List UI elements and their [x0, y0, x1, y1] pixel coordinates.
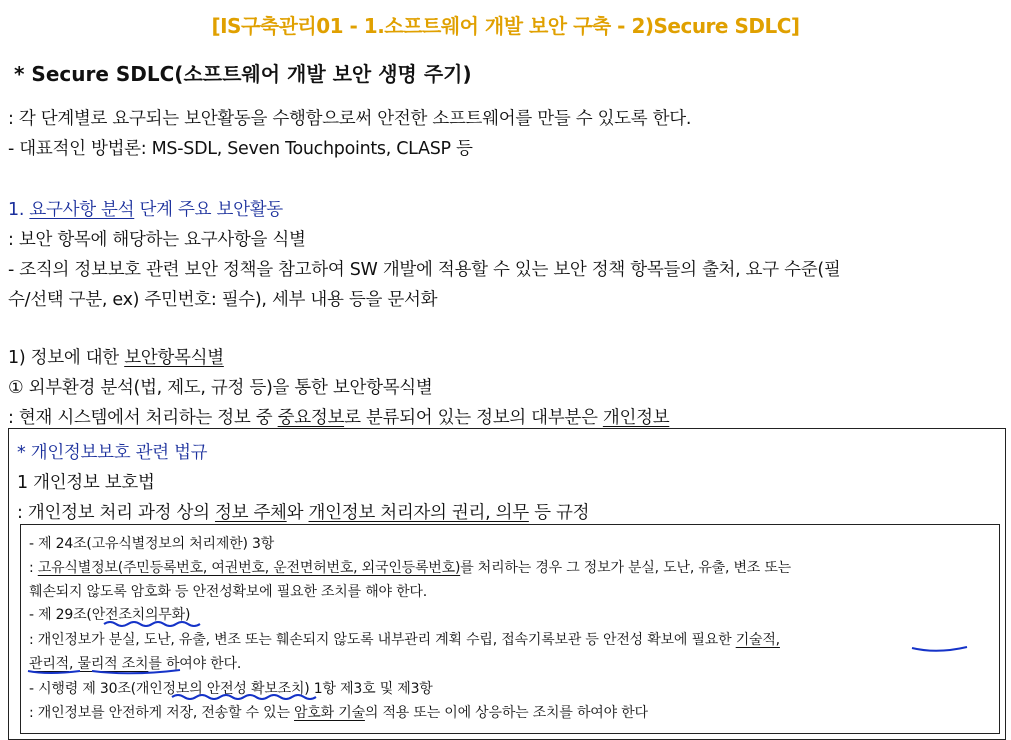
- sub1-underlined: 보안항목식별: [124, 348, 224, 368]
- b3-u1: 관리적: [29, 656, 69, 672]
- law-desc-u2: 개인정보 처리자의 권리, 의무: [308, 503, 529, 523]
- intro-line-2: - 대표적인 방법론: MS-SDL, Seven Touchpoints, CLASP 등: [8, 139, 473, 159]
- c1-post: 보조치) 1항 제3호 및 제3항: [264, 681, 433, 697]
- section1-line-2: - 조직의 정보보호 관련 보안 정책을 참고하여 SW 개발에 적용할 수 있는 보안 정책 항목들의 출처, 요구 수준(필: [8, 260, 841, 280]
- section1-underlined: 요구사항 분석: [29, 200, 135, 220]
- page-title: [IS구축관리01 - 1.소프트웨어 개발 보안 구축 - 2)Secure SDLC]: [211, 14, 800, 38]
- c1-wavy-text: 개인정보의 안전성 확: [135, 681, 265, 697]
- article-24-line-1: [29, 557, 791, 577]
- sub1-c2-u2: 개인정보: [602, 408, 670, 428]
- sub1-c2-mid: 로 분류되어 있는 정보의 대부분은: [344, 408, 603, 428]
- a2-pre: :: [29, 560, 38, 576]
- article-24-title: - 제 24조(고유식별정보의 처리제한) 3항: [29, 536, 275, 552]
- intro-line-1: : 각 단계별로 요구되는 보안활동을 수행함으로써 안전한 소프트웨어를 만들 수 있도록 한다.: [8, 109, 692, 129]
- articles-box: [20, 524, 1000, 734]
- law-name: 1 개인정보 보호법: [17, 473, 155, 493]
- law-desc-pre: : 개인정보 처리 과정 상의: [17, 503, 215, 523]
- sub1-c2-pre: : 현재 시스템에서 처리하는 정보 중: [8, 408, 278, 428]
- c2-underlined: 암호화 기술: [294, 705, 365, 721]
- b2-pre: : 개인정보가 분실, 도난, 유출, 변조 또는 훼손되지 않도록 내부관리 계획 수립, 접속기록보관 등 안전성 확보에 필요한: [29, 632, 736, 648]
- article-29-line-1: [29, 629, 780, 649]
- sub1-pre: 1) 정보에 대한: [8, 348, 125, 368]
- b2-underlined: 기술적,: [735, 632, 780, 648]
- section1-line-1: : 보안 항목에 해당하는 요구사항을 식별: [8, 230, 306, 250]
- section1-title: [8, 196, 283, 221]
- sub1-item-1: ① 외부환경 분석(법, 제도, 규정 등)을 통한 보안항목식별: [8, 378, 433, 398]
- a2-post: 를 처리하는 경우 그 정보가 분실, 도난, 유출, 변조 또는: [460, 560, 792, 576]
- decree-30-line-1: [29, 702, 648, 722]
- a2-underlined: 고유식별정보(주민등록번호, 여권번호, 운전면허번호, 외국인등록번호): [37, 560, 461, 576]
- section1-num: 1.: [8, 200, 30, 220]
- law-desc: [17, 499, 589, 524]
- law-desc-mid: 와: [286, 503, 309, 523]
- article-29-title: [29, 604, 190, 624]
- c2-pre: : 개인정보를 안전하게 저장, 전송할 수 있는: [29, 705, 295, 721]
- law-desc-u1: 정보 주체: [214, 503, 287, 523]
- sub1-c2-u1: 중요정보: [277, 408, 345, 428]
- b1-wavy-text: 안전조치의무: [91, 607, 172, 623]
- article-29-line-2: [29, 653, 241, 673]
- c1-pre: - 시행령 제 30조(: [29, 681, 136, 697]
- b1-post: 화): [171, 607, 191, 623]
- article-24-line-2: 훼손되지 않도록 암호화 등 안전성확보에 필요한 조치를 해야 한다.: [29, 584, 427, 600]
- b3-u2: 물리적 조치: [77, 656, 149, 672]
- law-box-title: * 개인정보보호 관련 법규: [17, 443, 208, 463]
- b3-mid: ,: [68, 656, 78, 672]
- c2-post: 의 적용 또는 이에 상응하는 조치를 하여야 한다: [364, 705, 648, 721]
- b3-post: 를 하여야 한다.: [148, 656, 242, 672]
- section1-rest: 단계 주요 보안활동: [134, 200, 283, 220]
- section-heading: * Secure SDLC(소프트웨어 개발 보안 생명 주기): [14, 62, 472, 86]
- b1-pre: - 제 29조(: [29, 607, 92, 623]
- section1-line-3: 수/선택 구분, ex) 주민번호: 필수), 세부 내용 등을 문서화: [8, 290, 438, 310]
- law-desc-post: 등 규정: [528, 503, 590, 523]
- decree-30-title: [29, 678, 433, 698]
- sub1-title: [8, 344, 224, 369]
- sub1-item-2: [8, 404, 669, 429]
